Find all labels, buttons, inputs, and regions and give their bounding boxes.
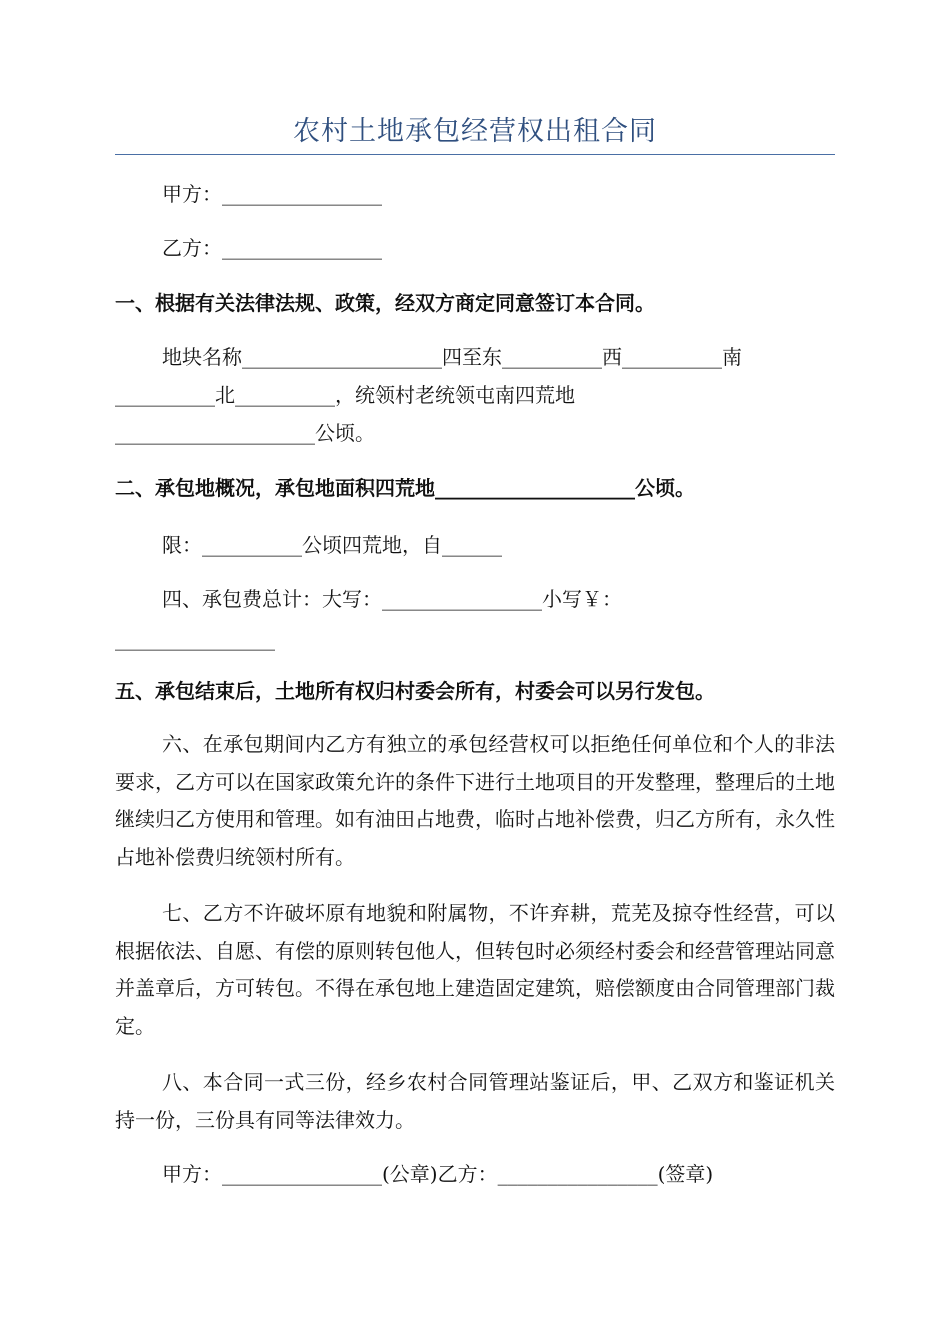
document-title: 农村土地承包经营权出租合同	[293, 116, 657, 147]
section-4-line-1: 四、承包费总计：大写：________________小写￥：	[162, 587, 622, 611]
section-4-line-2: ________________	[115, 627, 275, 651]
section-1-line-3: ____________________公顷。	[115, 421, 375, 445]
section-1-heading: 一、根据有关法律法规、政策，经双方商定同意签订本合同。	[115, 291, 655, 315]
section-1-line-1: 地块名称____________________四至东__________西__________南	[162, 345, 742, 369]
section-3-line: 限：__________公顷四荒地，自______	[162, 533, 502, 557]
section-6-paragraph: 六、在承包期间内乙方有独立的承包经营权可以拒绝任何单位和个人的非法要求，乙方可以在国家政策允许的条件下进行土地项目的开发整理，整理后的土地继续归乙方使用和管理。如有油田占地费，临时占地补偿费，归乙方所有，永久性占地补偿费归统领村所有。	[115, 732, 835, 870]
section-2-heading: 二、承包地概况，承包地面积四荒地____________________公顷。	[115, 476, 695, 500]
signature-line: 甲方：________________(公章)乙方：________________(签章)	[162, 1162, 714, 1186]
party-b-field: 乙方：________________	[162, 236, 382, 260]
section-1-line-2: __________北__________，统领村老统领屯南四荒地	[115, 383, 575, 407]
party-a-field: 甲方：________________	[162, 182, 382, 206]
section-8-paragraph: 八、本合同一式三份，经乡农村合同管理站鉴证后，甲、乙双方和鉴证机关持一份，三份具有同等法律效力。	[115, 1070, 835, 1132]
title-underline	[115, 154, 835, 155]
section-7-paragraph: 七、乙方不许破坏原有地貌和附属物，不许弃耕，荒芜及掠夺性经营，可以根据依法、自愿、有偿的原则转包他人，但转包时必须经村委会和经营管理站同意并盖章后，方可转包。不得在承包地上建造固定建筑，赔偿额度由合同管理部门裁定。	[115, 901, 835, 1039]
section-5-heading: 五、承包结束后，土地所有权归村委会所有，村委会可以另行发包。	[115, 679, 715, 703]
